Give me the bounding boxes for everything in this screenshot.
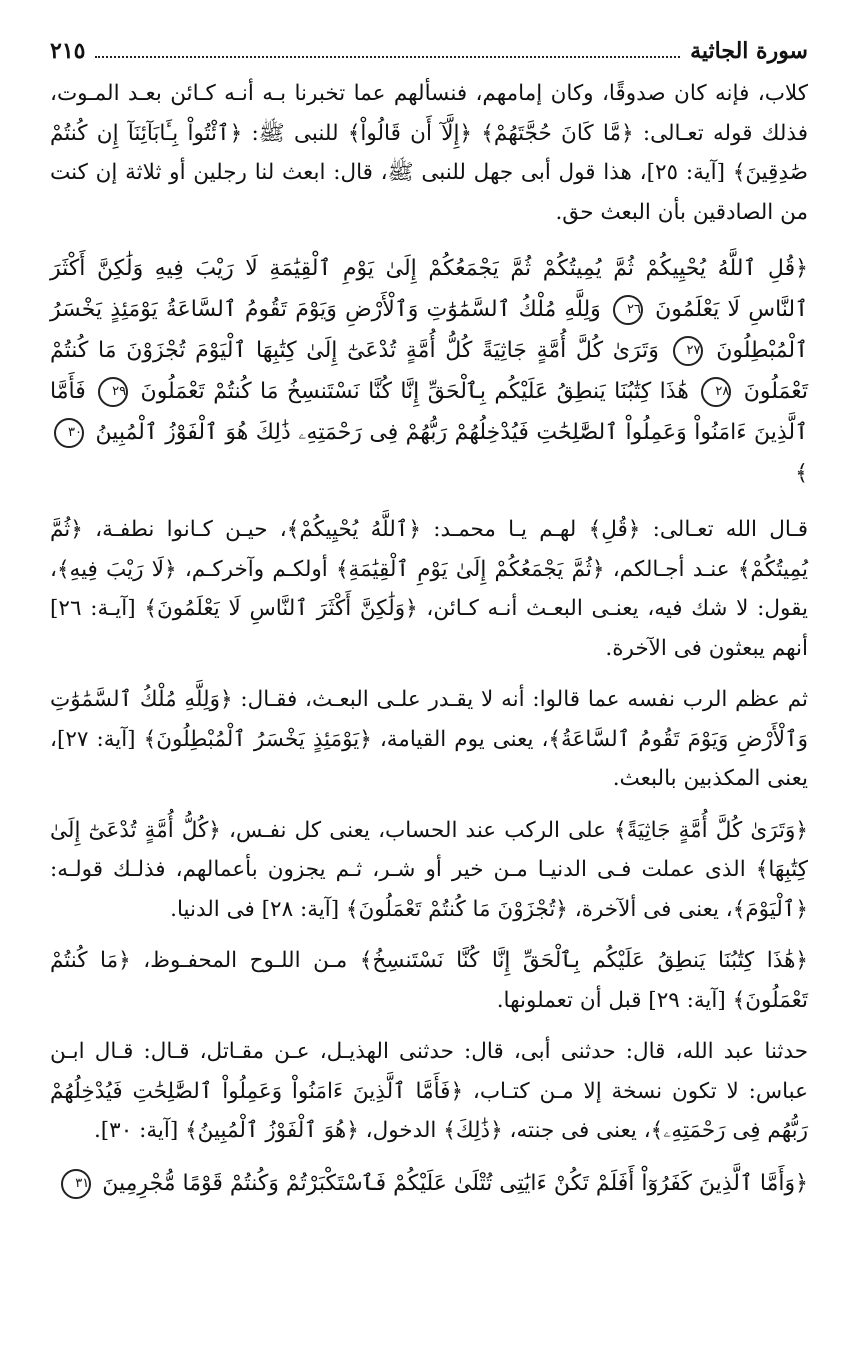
paragraph-1: كلاب، فإنه كان صدوقًا، وكان إمامهم، فنسألهم عما تخبرنا بـه أنـه كـائن بعـد المـوت، فذلك قوله تعـالى: ﴿مَّا كَانَ حُجَّتَهُمْ﴾ ﴿إِلَّآ أَن قَالُواْ﴾ للنبى ﷺ: ﴿ٱئْتُواْ بِـَٔابَآئِنَآ إِن كُنتُمْ صَٰدِقِينَ﴾ [آية: ٢٥]، هذا قول أبى جهل للنبى ﷺ، قال: ابعث لنا رجلين أو ثلاثة إن كنت من الصادقين بأن البعث حق. — [50, 81, 808, 225]
page-number: ٢١٥ — [50, 38, 86, 64]
verse-close-bracket: ﴾ — [795, 461, 808, 486]
final-verse-block — [50, 1163, 808, 1204]
surah-title: سورة الجاثية — [690, 38, 808, 64]
verse-text-30: فَأَمَّا ٱلَّذِينَ ءَامَنُواْ وَعَمِلُواْ ٱلصَّٰلِحَٰتِ فَيُدْخِلُهُمْ رَبُّهُمْ فِى رَحْمَتِهِۦ ذَٰلِكَ هُوَ ٱلْفَوْزُ ٱلْمُبِينُ — [50, 379, 809, 445]
paragraph-6: ﴿هَٰذَا كِتَٰبُنَا يَنطِقُ عَلَيْكُم بِٱلْحَقِّ إِنَّا كُنَّا نَسْتَنسِخُ﴾ مـن اللـوح المحفـوظ، ﴿مَا كُنتُمْ تَعْمَلُونَ﴾ [آية: ٢٩] قبل أن تعملونها. — [50, 948, 808, 1013]
paragraph-4: ثم عظم الرب نفسه عما قالوا: أنه لا يقـدر علـى البعـث، فقـال: ﴿وَلِلَّهِ مُلْكُ ٱلسَّمَٰوَٰتِ وَٱلْأَرْضِ وَيَوْمَ تَقُومُ ٱلسَّاعَةُ﴾، يعنى يوم القيامة، ﴿يَوْمَئِذٍ يَخْسَرُ ٱلْمُبْطِلُونَ﴾ [آية: ٢٧]، يعنى المكذبين بالبعث. — [50, 687, 808, 791]
ayah-number-marker: ٢٧ — [673, 336, 703, 366]
ayah-number-marker: ٣٠ — [54, 418, 84, 448]
dotted-leader — [95, 56, 680, 58]
paragraph-3: قـال الله تعـالى: ﴿قُلِ﴾ لهـم يـا محمـد: ﴿ٱللَّهُ يُحْيِيكُمْ﴾، حيـن كـانوا نطفـة، ﴿ثُمَّ يُمِيتُكُمْ﴾ عنـد أجـالكم، ﴿ثُمَّ يَجْمَعُكُمْ إِلَىٰ يَوْمِ ٱلْقِيَٰمَةِ﴾ أولكـم وآخركـم، ﴿لَا رَيْبَ فِيهِ﴾، يقول: لا شك فيه، يعنـى البعـث أنـه كـائن، ﴿وَلَٰكِنَّ أَكْثَرَ ٱلنَّاسِ لَا يَعْلَمُونَ﴾ [آيـة: ٢٦] أنهم يبعثون فى الآخرة. — [50, 517, 808, 661]
ayah-number-marker: ٣١ — [61, 1169, 91, 1199]
verse-text-31: ﴿وَأَمَّا ٱلَّذِينَ كَفَرُوٓاْ أَفَلَمْ تَكُنْ ءَايَٰتِى تُتْلَىٰ عَلَيْكُمْ فَٱسْتَكْبَرْتُمْ وَكُنتُمْ قَوْمًا مُّجْرِمِينَ — [102, 1170, 808, 1196]
verse-text-26: ﴿قُلِ ٱللَّهُ يُحْيِيكُمْ ثُمَّ يُمِيتُكُمْ ثُمَّ يَجْمَعُكُمْ إِلَىٰ يَوْمِ ٱلْقِيَٰمَةِ لَا رَيْبَ فِيهِ وَلَٰكِنَّ أَكْثَرَ ٱلنَّاسِ لَا يَعْلَمُونَ — [50, 256, 809, 322]
ayah-number-marker: ٢٨ — [701, 377, 731, 407]
quran-verses-block — [50, 248, 808, 494]
paragraph-5: ﴿وَتَرَىٰ كُلَّ أُمَّةٍ جَاثِيَةً﴾ على الركب عند الحساب، يعنى كل نفـس، ﴿كُلُّ أُمَّةٍ تُدْعَىٰٓ إِلَىٰ كِتَٰبِهَا﴾ الذى عملت فـى الدنيـا مـن خير أو شـر، ثـم يجزون بأعمالهم، فذلـك قولـه: ﴿ٱلْيَوْمَ﴾، يعنى فى ألآخرة، ﴿تُجْزَوْنَ مَا كُنتُمْ تَعْمَلُونَ﴾ [آية: ٢٨] فى الدنيا. — [50, 817, 808, 922]
verse-text-28: وَتَرَىٰ كُلَّ أُمَّةٍ جَاثِيَةً كُلُّ أُمَّةٍ تُدْعَىٰٓ إِلَىٰ كِتَٰبِهَا ٱلْيَوْمَ تُجْزَوْنَ مَا كُنتُمْ تَعْمَلُونَ — [50, 338, 808, 404]
ayah-number-marker: ٢٦ — [613, 295, 643, 325]
running-header — [50, 38, 808, 64]
verse-text-27: وَلِلَّهِ مُلْكُ ٱلسَّمَٰوَٰتِ وَٱلْأَرْضِ وَيَوْمَ تَقُومُ ٱلسَّاعَةُ يَوْمَئِذٍ يَخْسَرُ ٱلْمُبْطِلُونَ — [50, 297, 808, 363]
ayah-number-marker: ٢٩ — [98, 377, 128, 407]
paragraph-7: حدثنا عبد الله، قال: حدثنى أبى، قال: حدثنى الهذيـل، عـن مقـاتل، قـال: قـال ابـن عباس: لا تكون نسخة إلا مـن كتـاب، ﴿فَأَمَّا ٱلَّذِينَ ءَامَنُواْ وَعَمِلُواْ ٱلصَّٰلِحَٰتِ فَيُدْخِلُهُمْ رَبُّهُم فِى رَحْمَتِهِۦ﴾، يعنى فى جنته، ﴿ذَٰلِكَ﴾ الدخول، ﴿هُوَ ٱلْفَوْزُ ٱلْمُبِينُ﴾ [آية: ٣٠]. — [50, 1039, 808, 1143]
verse-text-29: هَٰذَا كِتَٰبُنَا يَنطِقُ عَلَيْكُم بِٱلْحَقِّ إِنَّا كُنَّا نَسْتَنسِخُ مَا كُنتُمْ تَعْمَلُونَ — [140, 379, 689, 404]
